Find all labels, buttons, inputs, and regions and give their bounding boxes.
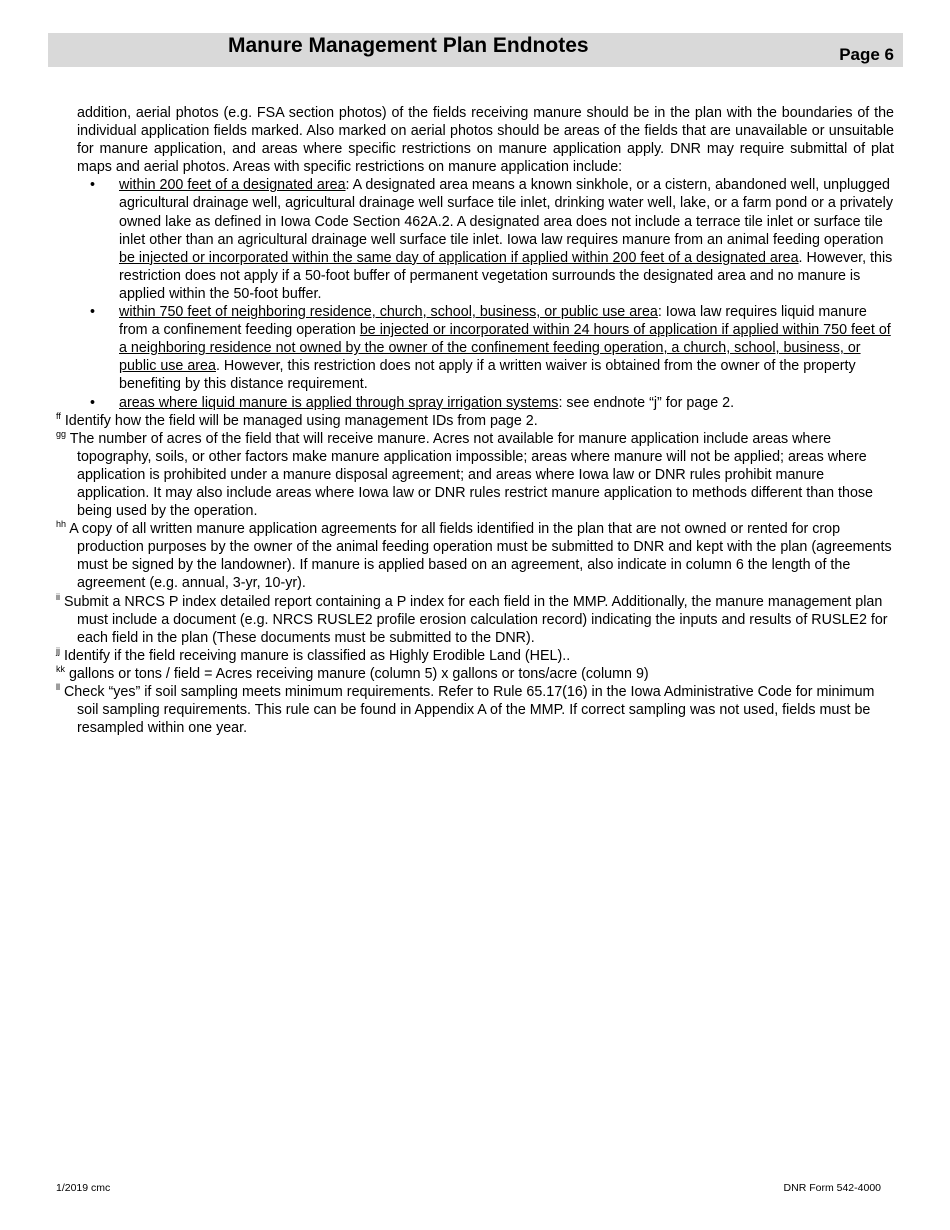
restriction-item-neighboring-residence: [56, 303, 894, 393]
endnote-ii: [56, 593, 894, 647]
footer-form-number: DNR Form 542-4000: [783, 1182, 881, 1194]
restriction-text: : A designated area means a known sinkhole, or a cistern, abandoned well, unplugged agricultural drainage well, agricultural drainage well surface tile inlet, drinking water well, lake, or a farm pond or a privately owned lake as defined in Iowa Code Section 462A.2. A designated area does not include a terrace tile inlet or surface tile inlet other than an agricultural drainage well surface tile inlet. Iowa law requires manure from an animal feeding operation: [119, 177, 893, 248]
restriction-item-designated-area: [56, 176, 894, 303]
endnote-text: Identify how the field will be managed using management IDs from page 2.: [60, 412, 538, 429]
endnote-hh: [56, 520, 894, 592]
endnote-text: gallons or tons / field = Acres receiving manure (column 5) x gallons or tons/acre (column 9): [65, 665, 649, 682]
restriction-text: . However, this restriction does not apply if a 50-foot buffer of permanent vegetation surrounds the designated area and no manure is applied within the 50-foot buffer.: [119, 249, 893, 302]
endnote-text: Submit a NRCS P index detailed report containing a P index for each field in the MMP. Additionally, the manure management plan must include a document (e.g. NRCS RUSLE2 profile erosion calculation record) indicating the inputs and results of RUSLE2 for each field in the plan (These documents must be submitted to the DNR).: [60, 593, 888, 646]
endnote-mark: ii: [56, 591, 60, 602]
endnote-text: Check “yes” if soil sampling meets minimum requirements. Refer to Rule 65.17(16) in the Iowa Administrative Code for minimum soil sampling requirements. This rule can be found in Appendix A of the MMP. If correct sampling was not used, fields must be resampled within one year.: [60, 684, 875, 737]
endnote-mark: ff: [56, 410, 61, 421]
page-number: Page 6: [839, 45, 894, 64]
restriction-lead: within 200 feet of a designated area: [119, 177, 346, 194]
endnote-text: The number of acres of the field that will receive manure. Acres not available for manure application include areas where topography, soils, or other factors make manure application impossible; areas where manure will not be applied; areas where application is prohibited under a manure disposal agreement; and areas where Iowa law or DNR rules prohibit manure application. It may also include areas where Iowa law or DNR rules restrict manure application to methods different than those being used by the operation.: [66, 430, 873, 520]
endnote-ff: [56, 412, 894, 430]
restriction-list: [56, 176, 894, 411]
restriction-requirement: be injected or incorporated within 24 hours of application if applied within 750 feet of a neighboring residence not owned by the owner of the confinement feeding operation, a church, school, business, or public use area: [119, 322, 891, 375]
restriction-item-spray-irrigation: [56, 394, 894, 412]
endnote-text: A copy of all written manure application agreements for all fields identified in the plan that are not owned or rented for crop production purposes by the owner of the animal feeding operation must be submitted to DNR and kept with the plan (agreements must be signed by the landowner). If manure is applied based on an agreement, also indicate in column 6 the length of the agreement (e.g. annual, 3-yr, 10-yr).: [66, 521, 892, 592]
endnote-jj: [56, 647, 894, 665]
endnote-mark: jj: [56, 645, 60, 656]
intro-paragraph: addition, aerial photos (e.g. FSA section photos) of the fields receiving manure should be in the plan with the boundaries of the individual application fields marked. Also marked on aerial photos should be areas of the fields that are unavailable or unsuitable for manure application, and areas where specific restrictions on manure application apply. DNR may require submittal of plat maps and aerial photos. Areas with specific restrictions on manure application include:: [77, 105, 894, 176]
restriction-lead: within 750 feet of neighboring residence, church, school, business, or public use area: [119, 304, 658, 321]
endnote-mark: kk: [56, 663, 65, 674]
endnote-ll: [56, 683, 894, 737]
restriction-lead: areas where liquid manure is applied through spray irrigation systems: [119, 394, 559, 411]
restriction-requirement: be injected or incorporated within the same day of application if applied within 200 feet of a designated area: [119, 249, 799, 266]
page-title: Manure Management Plan Endnotes: [228, 34, 589, 57]
restriction-text: . However, this restriction does not apply if a written waiver is obtained from the owner of the property benefiting by this distance requirement.: [119, 358, 856, 393]
endnote-mark: hh: [56, 519, 67, 530]
endnote-text: Identify if the field receiving manure is classified as Highly Erodible Land (HEL)..: [60, 647, 571, 664]
endnote-kk: [56, 665, 894, 683]
endnote-mark: ll: [56, 682, 60, 692]
document-body: [56, 104, 894, 737]
endnote-gg: [56, 430, 894, 520]
endnote-mark: gg: [56, 428, 67, 439]
page-header: [48, 33, 903, 67]
footer-revision: 1/2019 cmc: [56, 1182, 111, 1194]
restriction-text: : see endnote “j” for page 2.: [558, 394, 735, 411]
restriction-text: : Iowa law requires liquid manure from a confinement feeding operation: [119, 304, 867, 339]
